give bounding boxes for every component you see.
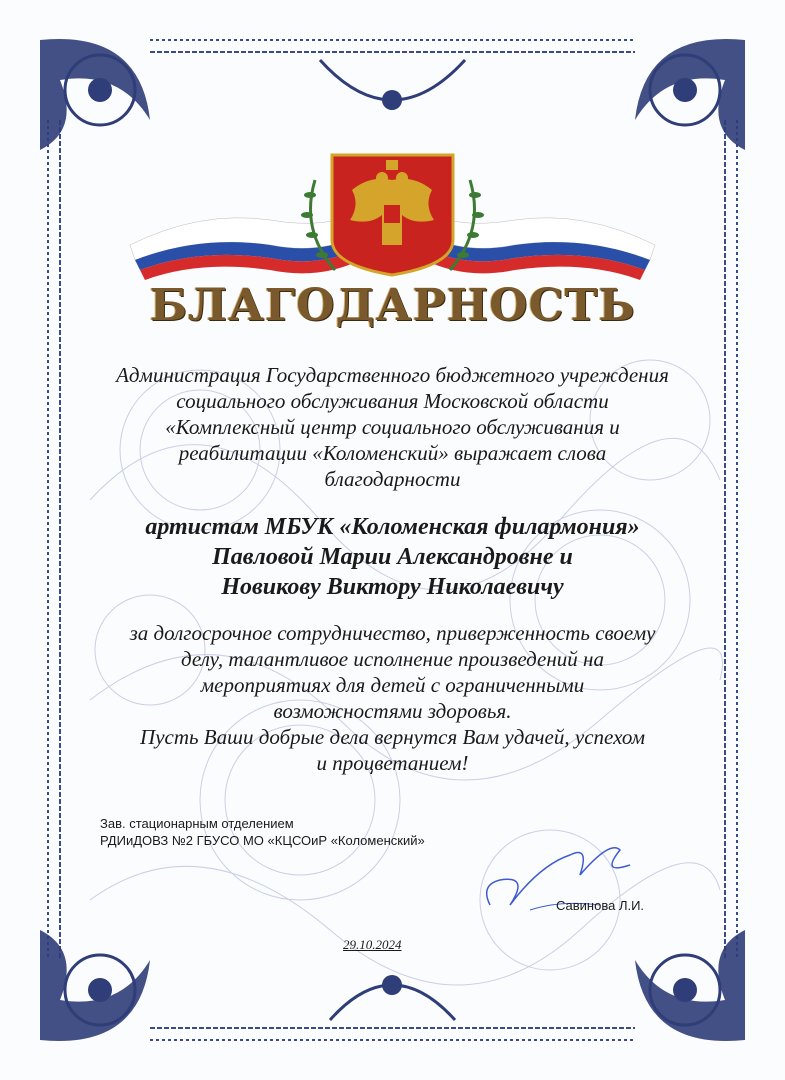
signer-name: Савинова Л.И. xyxy=(556,898,645,913)
certificate-title: БЛАГОДАРНОСТЬ xyxy=(149,280,636,331)
intro-line: «Комплексный центр социального обслуживания и xyxy=(165,415,620,439)
intro-line: реабилитации «Коломенский» выражает слова xyxy=(178,441,607,465)
recipient-line: Новикову Виктору Николаевичу xyxy=(221,574,564,600)
signer-position-line: РДИиДОВЗ №2 ГБУСО МО «КЦСОиР «Коломенский» xyxy=(100,833,425,848)
signer-position-line: Зав. стационарным отделением xyxy=(100,816,294,831)
issue-date: 29.10.2024 xyxy=(343,937,402,952)
reason-line: и процветанием! xyxy=(316,751,469,775)
reason-line: возможностями здоровья. xyxy=(273,699,512,723)
intro-line: социального обслуживания Московской области xyxy=(176,389,609,413)
reason-line: делу, талантливое исполнение произведений на xyxy=(181,647,604,671)
reason-text xyxy=(80,620,705,776)
recipient-line: Павловой Марии Александровне и xyxy=(212,544,573,570)
intro-text xyxy=(80,362,705,492)
recipients-text xyxy=(80,512,705,602)
intro-line: благодарности xyxy=(324,467,461,491)
recipient-line: артистам МБУК «Коломенская филармония» xyxy=(145,514,640,540)
reason-line: Пусть Ваши добрые дела вернутся Вам удачей, успехом xyxy=(140,725,645,749)
intro-line: Администрация Государственного бюджетного учреждения xyxy=(116,363,669,387)
reason-line: за долгосрочное сотрудничество, приверженность своему xyxy=(129,621,656,645)
reason-line: мероприятиях для детей с ограниченными xyxy=(200,673,585,697)
coat-of-arms-icon xyxy=(120,150,665,285)
